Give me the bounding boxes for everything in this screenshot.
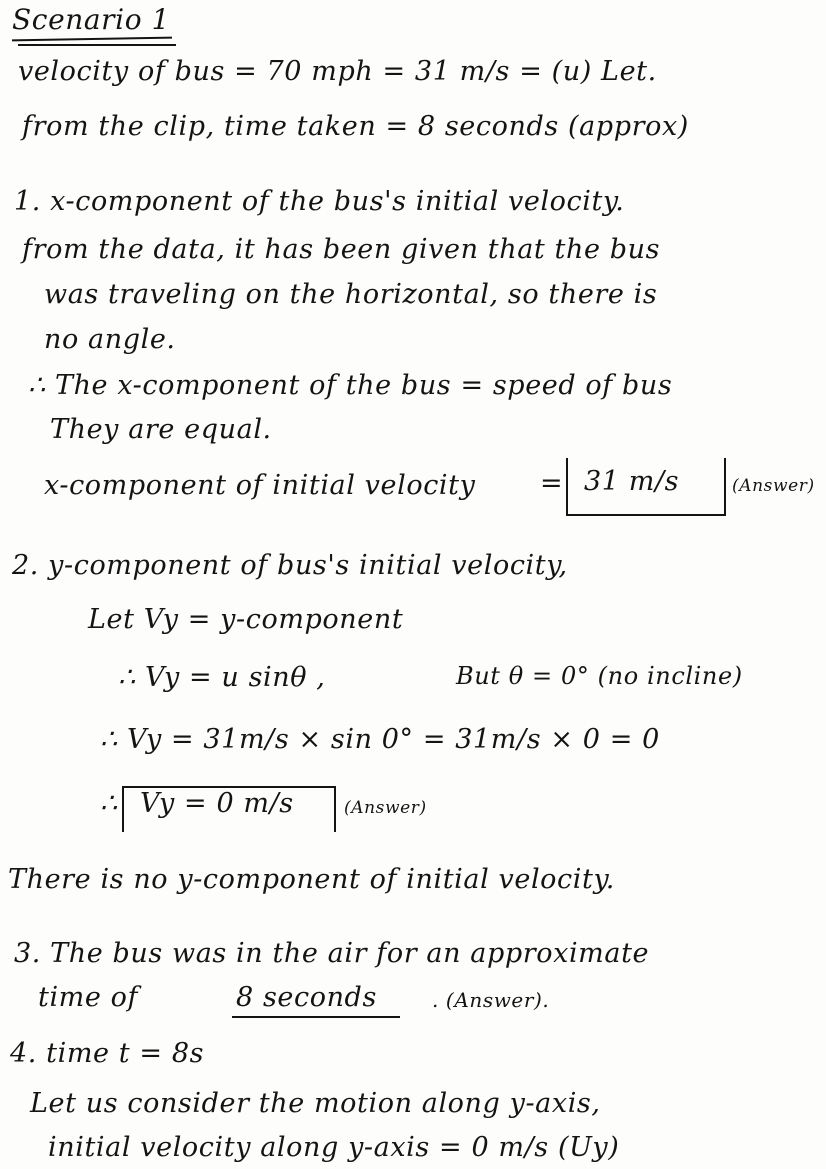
q2-heading: 2. y-component of bus's initial velocity, xyxy=(12,550,568,581)
q3-line-1: 3. The bus was in the air for an approximate xyxy=(14,938,650,969)
q1-line-3: no angle. xyxy=(44,324,176,355)
title-underline-2 xyxy=(18,44,176,46)
q1-result-value: 31 m/s xyxy=(584,466,680,497)
given-velocity-line: velocity of bus = 70 mph = 31 m/s = (u) Let. xyxy=(18,56,657,87)
q4-heading: 4. time t = 8s xyxy=(10,1038,205,1069)
q1-line-1: from the data, it has been given that the bus xyxy=(22,234,661,265)
given-time-line: from the clip, time taken = 8 seconds (approx) xyxy=(22,111,689,142)
q1-answer-label: (Answer) xyxy=(732,476,815,496)
q2-result-value: Vy = 0 m/s xyxy=(140,788,294,819)
q2-calculation: ∴ Vy = 31m/s × sin 0° = 31m/s × 0 = 0 xyxy=(100,724,660,755)
q2-condition: But θ = 0° (no incline) xyxy=(456,662,743,690)
q2-let-line: Let Vy = y-component xyxy=(88,604,404,635)
title-underline xyxy=(12,37,172,42)
q4-line-1: Let us consider the motion along y-axis, xyxy=(30,1088,601,1119)
q4-line-2: initial velocity along y-axis = 0 m/s (Uy) xyxy=(48,1132,620,1163)
q2-conclusion: There is no y-component of initial velocity. xyxy=(8,864,615,895)
q1-line-2: was traveling on the horizontal, so there is xyxy=(44,279,658,310)
q1-result-label: x-component of initial velocity xyxy=(44,470,476,501)
q2-result-prefix: ∴ xyxy=(100,788,118,819)
q3-value-underline xyxy=(232,1016,400,1018)
q1-line-5: They are equal. xyxy=(50,414,272,445)
q1-result-equals: = xyxy=(540,468,564,499)
scenario-title: Scenario 1 xyxy=(12,3,171,36)
q2-answer-box xyxy=(122,786,336,832)
q3-answer-label: . (Answer). xyxy=(432,988,550,1012)
q1-answer-box xyxy=(566,458,726,516)
q1-heading: 1. x-component of the bus's initial velocity. xyxy=(14,186,625,217)
q2-formula: ∴ Vy = u sinθ , xyxy=(118,662,326,693)
q1-line-4: ∴ The x-component of the bus = speed of bus xyxy=(28,370,673,401)
q3-line-2-prefix: time of xyxy=(38,982,139,1013)
q3-value: 8 seconds xyxy=(236,982,377,1013)
q2-answer-label: (Answer) xyxy=(344,798,427,818)
